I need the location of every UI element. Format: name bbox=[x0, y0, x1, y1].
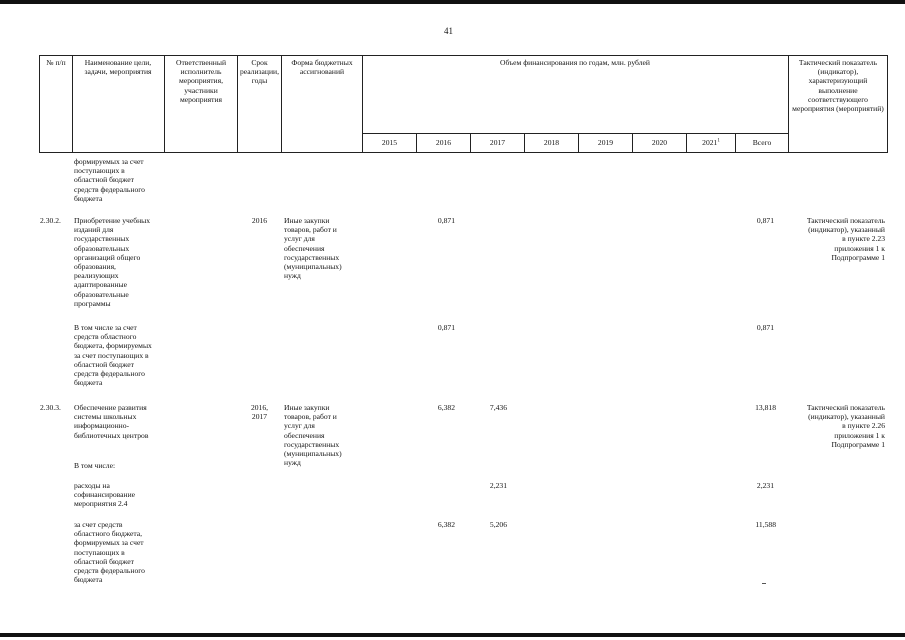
row-6-name: за счет средств областного бюджета, формируемых за счет поступающих в областной бюджет средств федерального бюджета bbox=[74, 520, 145, 585]
header-period: Срок реализации, годы bbox=[239, 58, 279, 86]
row-3-2016: 6,382 bbox=[437, 403, 455, 412]
header-year-2019: 2019 bbox=[597, 138, 614, 147]
row-3-name: Обеспечение развития системы школьных информационно- библиотечных центров bbox=[74, 403, 149, 440]
header-total: Всего bbox=[752, 138, 772, 147]
row-3-total: 13,818 bbox=[755, 403, 776, 412]
header-name: Наименование цели, задачи, мероприятия bbox=[84, 58, 152, 77]
header-year-2018: 2018 bbox=[543, 138, 560, 147]
footnote-mark: 1 bbox=[717, 138, 720, 144]
header-year-2016: 2016 bbox=[435, 138, 452, 147]
header-year-2017: 2017 bbox=[489, 138, 506, 147]
row-2-2016: 0,871 bbox=[437, 323, 455, 332]
page-number: 41 bbox=[444, 26, 453, 36]
row-1-num: 2.30.2. bbox=[40, 216, 61, 225]
header-year-2020: 2020 bbox=[651, 138, 668, 147]
row-5-2017: 2,231 bbox=[489, 481, 507, 490]
row-1-form: Иные закупки товаров, работ и услуг для обеспечения государственных (муниципальных) нужд bbox=[284, 216, 342, 281]
header-indicator: Тактический показатель (индикатор), характеризующий выполнение соответствующего мероприятия (мероприятий) bbox=[792, 58, 884, 114]
row-5-total: 2,231 bbox=[756, 481, 774, 490]
row-6-total: 11,588 bbox=[755, 520, 776, 529]
row-1-indicator: Тактический показатель (индикатор), указанный в пункте 2.23 приложения 1 к Подпрограмме 1 bbox=[806, 216, 885, 262]
top-border bbox=[0, 0, 905, 4]
row-1-period: 2016 bbox=[251, 216, 268, 225]
row-2-name: В том числе за счет средств областного бюджета, формируемых за счет поступающих в областной бюджет средств федерального бюджета bbox=[74, 323, 152, 388]
scan-mark bbox=[762, 583, 766, 584]
header-funding: Объем финансирования по годам, млн. рублей bbox=[500, 58, 650, 67]
row-4-name: В том числе: bbox=[74, 461, 116, 470]
header-year-2015: 2015 bbox=[381, 138, 398, 147]
row-6-2017: 5,206 bbox=[489, 520, 507, 529]
row-2-total: 0,871 bbox=[756, 323, 774, 332]
row-1-2016: 0,871 bbox=[437, 216, 455, 225]
row-1-total: 0,871 bbox=[756, 216, 774, 225]
row-3-period: 2016, 2017 bbox=[250, 403, 269, 422]
header-num: № п/п bbox=[46, 58, 66, 67]
header-form: Форма бюджетных ассигнований bbox=[291, 58, 353, 77]
header-year-2021: 2021$^1$ bbox=[702, 138, 720, 147]
row-0-name: формируемых за счет поступающих в областной бюджет средств федерального бюджета bbox=[74, 157, 145, 203]
row-3-num: 2.30.3. bbox=[40, 403, 61, 412]
row-3-2017: 7,436 bbox=[489, 403, 507, 412]
header-responsible: Ответственный исполнитель мероприятия, участники мероприятия bbox=[175, 58, 227, 104]
row-3-form: Иные закупки товаров, работ и услуг для обеспечения государственных (муниципальных) нужд bbox=[284, 403, 342, 468]
row-1-name: Приобретение учебных изданий для государственных образовательных организаций общего образования, реализующих адаптированные образовательные программы bbox=[74, 216, 151, 308]
bottom-border bbox=[0, 633, 905, 637]
row-3-indicator: Тактический показатель (индикатор), указанный в пункте 2.26 приложения 1 к Подпрограмме 1 bbox=[806, 403, 885, 449]
row-6-2016: 6,382 bbox=[437, 520, 455, 529]
row-5-name: расходы на софинансирование мероприятия 2.4 bbox=[74, 481, 136, 509]
